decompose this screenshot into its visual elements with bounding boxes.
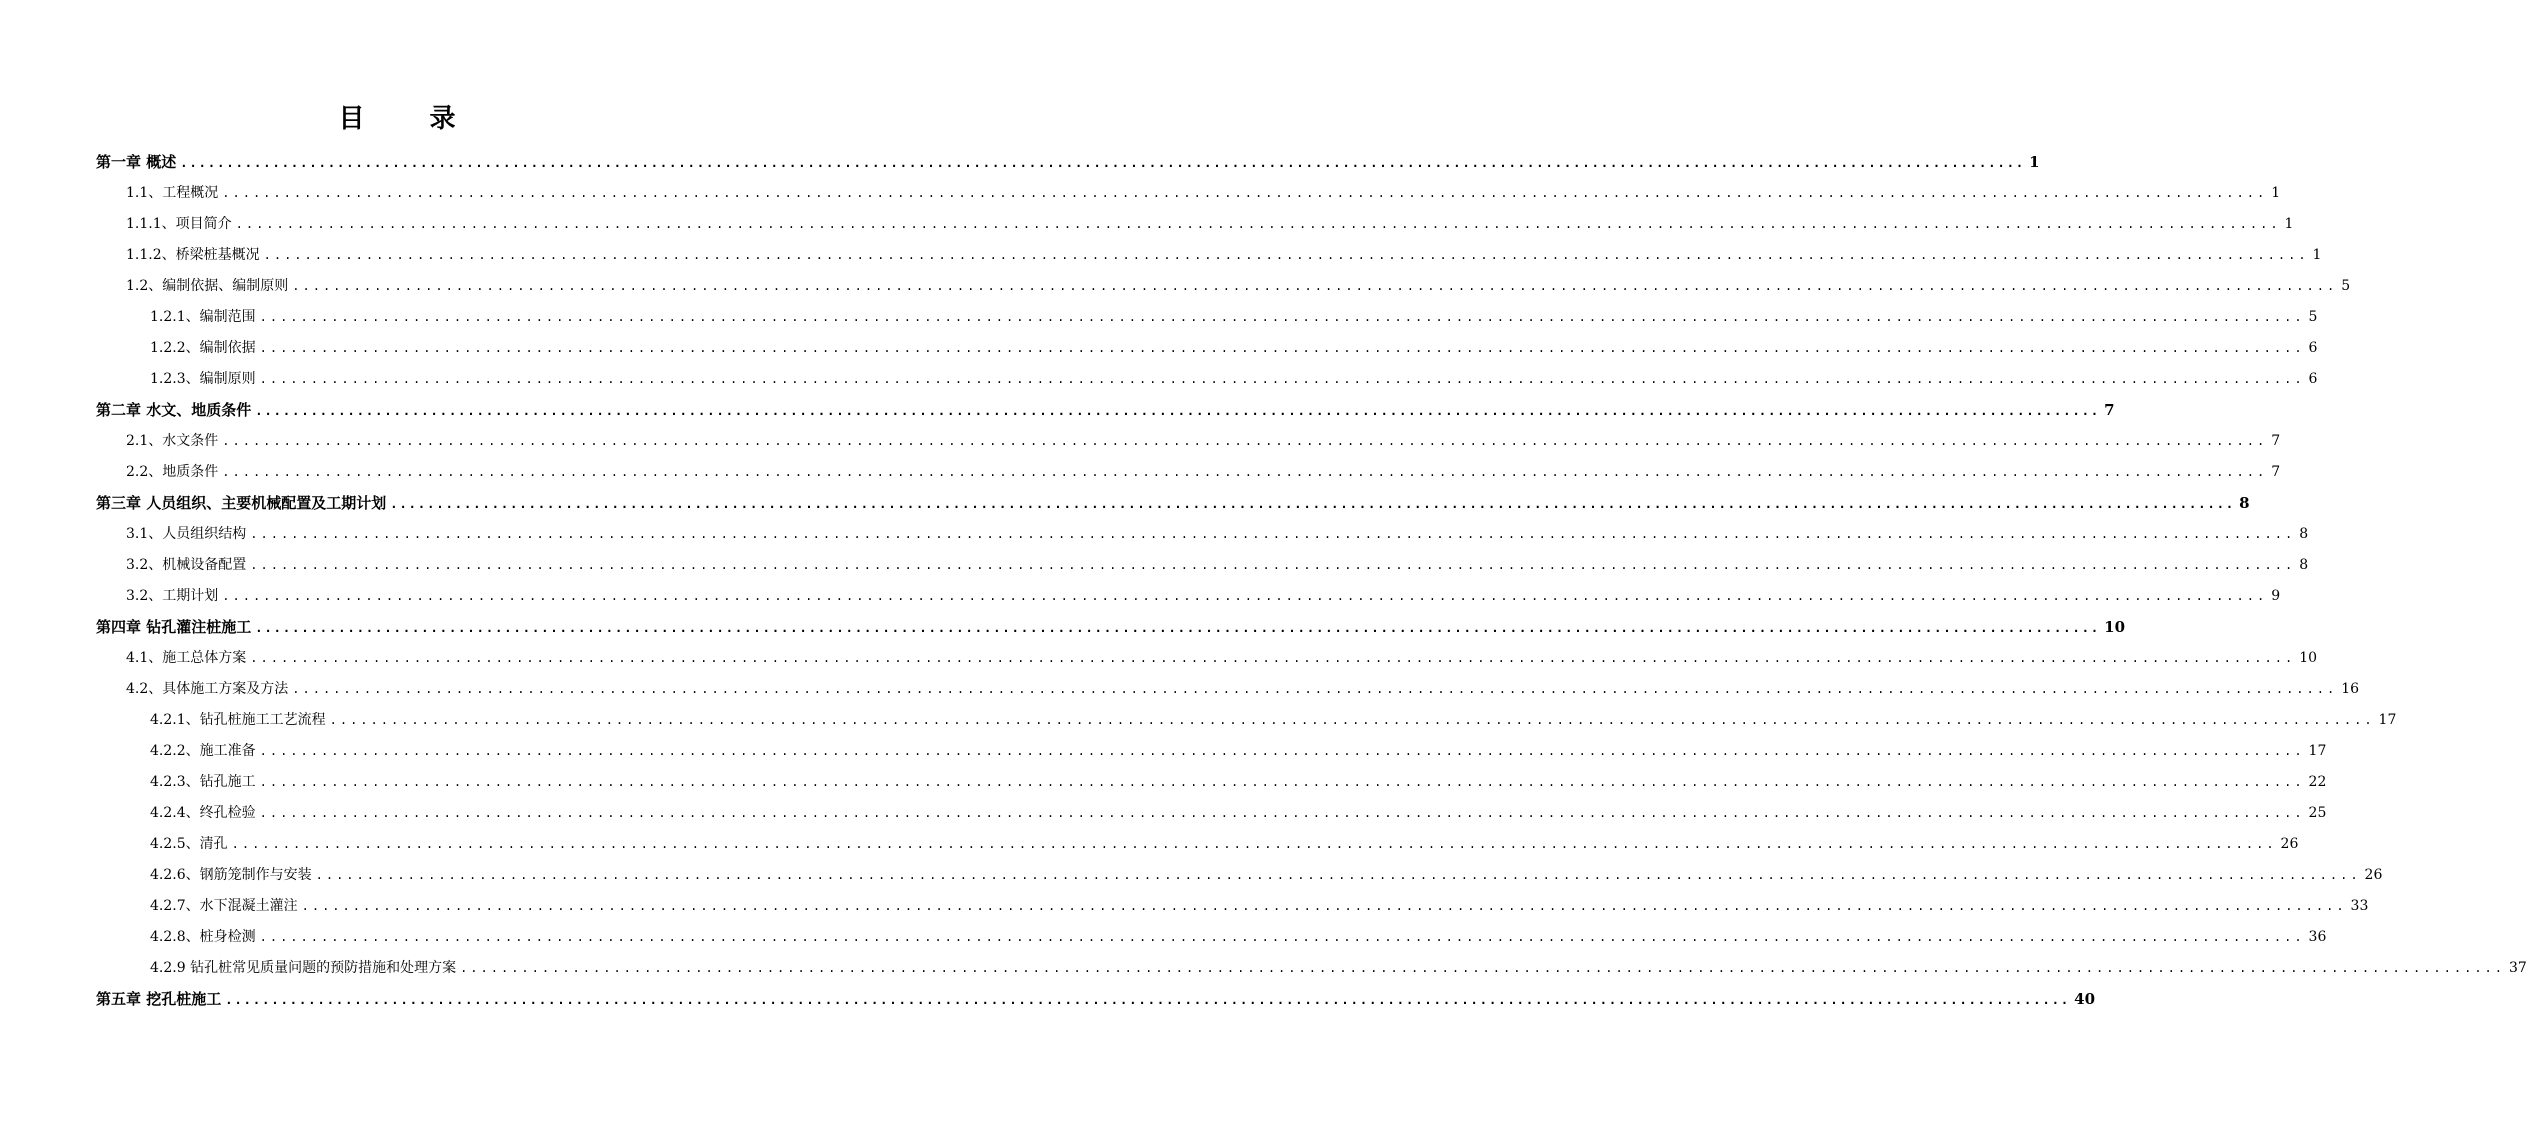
toc-chapter-entry[interactable]	[96, 491, 2250, 515]
toc-entry-text: 1.1.1、项目简介	[126, 216, 232, 232]
toc-dot-leader: ........................................................................................................................................................................................................	[222, 186, 2268, 200]
toc-page-number: 7	[2271, 464, 2281, 480]
toc-page-number: 10	[2104, 618, 2126, 636]
toc-dot-leader: ........................................................................................................................................................................................................	[292, 682, 2338, 696]
toc-page-number: 7	[2104, 401, 2115, 419]
toc-section-entry[interactable]	[150, 739, 2327, 763]
toc-dot-leader: ........................................................................................................................................................................................................	[250, 651, 2296, 665]
toc-section-entry[interactable]	[126, 553, 2309, 577]
toc-entry-text: 2.1、水文条件	[126, 433, 219, 449]
toc-page-number: 9	[2271, 588, 2281, 604]
toc-dot-leader: ........................................................................................................................................................................................................	[259, 930, 2305, 944]
toc-section-entry[interactable]	[126, 646, 2318, 670]
toc-entry-text: 1.2.2、编制依据	[150, 340, 256, 356]
toc-entry-text: 4.2.9 钻孔桩常见质量问题的预防措施和处理方案	[150, 960, 457, 976]
toc-dot-leader: ........................................................................................................................................................................................................	[255, 404, 2101, 418]
toc-dot-leader: ........................................................................................................................................................................................................	[222, 434, 2268, 448]
toc-page-number: 10	[2299, 650, 2318, 666]
toc-page-number: 40	[2074, 990, 2096, 1008]
toc-dot-leader: ........................................................................................................................................................................................................	[235, 217, 2281, 231]
toc-title: 目 录	[338, 104, 484, 134]
toc-entry-text: 4.2.5、清孔	[150, 836, 228, 852]
toc-page-number: 22	[2308, 774, 2327, 790]
toc-section-entry[interactable]	[150, 832, 2299, 856]
toc-dot-leader: ........................................................................................................................................................................................................	[180, 156, 2026, 170]
toc-section-entry[interactable]	[150, 770, 2327, 794]
toc-section-entry[interactable]	[126, 460, 2281, 484]
toc-entry-text: 4.2.2、施工准备	[150, 743, 256, 759]
toc-entry-text: 第一章 概述	[96, 153, 177, 171]
toc-entry-text: 4.2.1、钻孔桩施工工艺流程	[150, 712, 326, 728]
toc-dot-leader: ........................................................................................................................................................................................................	[259, 744, 2305, 758]
toc-dot-leader: ........................................................................................................................................................................................................	[259, 775, 2305, 789]
toc-section-entry[interactable]	[126, 429, 2281, 453]
toc-entry-text: 3.2、机械设备配置	[126, 557, 247, 573]
toc-entry-text: 1.2、编制依据、编制原则	[126, 278, 289, 294]
toc-page-number: 8	[2299, 557, 2309, 573]
toc-entry-text: 4.2.7、水下混凝土灌注	[150, 898, 298, 914]
toc-entry-text: 第四章 钻孔灌注桩施工	[96, 618, 252, 636]
toc-dot-leader: ........................................................................................................................................................................................................	[255, 621, 2101, 635]
toc-entry-text: 4.2.3、钻孔施工	[150, 774, 256, 790]
toc-section-entry[interactable]	[150, 956, 2527, 980]
toc-page-number: 1	[2029, 153, 2040, 171]
toc-entry-text: 4.1、施工总体方案	[126, 650, 247, 666]
toc-section-entry[interactable]	[126, 274, 2351, 298]
toc-dot-leader: ........................................................................................................................................................................................................	[259, 310, 2305, 324]
toc-section-entry[interactable]	[126, 584, 2281, 608]
toc-page-number: 8	[2299, 526, 2309, 542]
toc-dot-leader: ........................................................................................................................................................................................................	[315, 868, 2361, 882]
toc-page-number: 5	[2308, 309, 2318, 325]
toc-page-number: 25	[2308, 805, 2327, 821]
toc-dot-leader: ........................................................................................................................................................................................................	[329, 713, 2375, 727]
toc-entry-text: 第二章 水文、地质条件	[96, 401, 252, 419]
toc-section-entry[interactable]	[150, 305, 2318, 329]
toc-page-number: 1	[2312, 247, 2322, 263]
toc-entry-text: 第五章 挖孔桩施工	[96, 990, 222, 1008]
toc-dot-leader: ........................................................................................................................................................................................................	[259, 372, 2305, 386]
toc-dot-leader: ........................................................................................................................................................................................................	[259, 341, 2305, 355]
toc-page-number: 17	[2308, 743, 2327, 759]
toc-chapter-entry[interactable]	[96, 398, 2115, 422]
toc-entry-text: 4.2.6、钢筋笼制作与安装	[150, 867, 312, 883]
toc-page-number: 6	[2308, 371, 2318, 387]
toc-page-number: 33	[2350, 898, 2369, 914]
toc-page-number: 26	[2280, 836, 2299, 852]
toc-entry-text: 3.1、人员组织结构	[126, 526, 247, 542]
toc-dot-leader: ........................................................................................................................................................................................................	[259, 806, 2305, 820]
toc-entry-text: 4.2.4、终孔检验	[150, 805, 256, 821]
toc-section-entry[interactable]	[126, 677, 2360, 701]
toc-entry-text: 1.2.3、编制原则	[150, 371, 256, 387]
toc-page-number: 1	[2284, 216, 2294, 232]
toc-entry-text: 4.2、具体施工方案及方法	[126, 681, 289, 697]
toc-section-entry[interactable]	[126, 181, 2281, 205]
toc-section-entry[interactable]	[126, 522, 2309, 546]
toc-entry-text: 2.2、地质条件	[126, 464, 219, 480]
toc-dot-leader: ........................................................................................................................................................................................................	[225, 993, 2071, 1007]
toc-dot-leader: ........................................................................................................................................................................................................	[231, 837, 2277, 851]
toc-section-entry[interactable]	[150, 336, 2318, 360]
toc-section-entry[interactable]	[150, 367, 2318, 391]
toc-entry-text: 3.2、工期计划	[126, 588, 219, 604]
toc-chapter-entry[interactable]	[96, 150, 2040, 174]
toc-section-entry[interactable]	[150, 708, 2397, 732]
toc-section-entry[interactable]	[150, 863, 2383, 887]
toc-page-number: 7	[2271, 433, 2281, 449]
toc-dot-leader: ........................................................................................................................................................................................................	[292, 279, 2338, 293]
toc-section-entry[interactable]	[126, 243, 2322, 267]
toc-page-number: 37	[2509, 960, 2527, 976]
toc-chapter-entry[interactable]	[96, 615, 2126, 639]
toc-section-entry[interactable]	[150, 801, 2327, 825]
toc-page-number: 5	[2341, 278, 2351, 294]
toc-chapter-entry[interactable]	[96, 987, 2096, 1011]
toc-entry-text: 4.2.8、桩身检测	[150, 929, 256, 945]
toc-section-entry[interactable]	[126, 212, 2294, 236]
toc-entry-text: 1.1.2、桥梁桩基概况	[126, 247, 260, 263]
toc-dot-leader: ........................................................................................................................................................................................................	[263, 248, 2309, 262]
toc-page-number: 1	[2271, 185, 2281, 201]
toc-section-entry[interactable]	[150, 894, 2369, 918]
toc-entry-text: 1.2.1、编制范围	[150, 309, 256, 325]
toc-dot-leader: ........................................................................................................................................................................................................	[390, 497, 2236, 511]
toc-page-number: 8	[2239, 494, 2250, 512]
toc-entry-text: 1.1、工程概况	[126, 185, 219, 201]
toc-dot-leader: ........................................................................................................................................................................................................	[250, 558, 2296, 572]
toc-page-number: 17	[2378, 712, 2397, 728]
toc-dot-leader: ........................................................................................................................................................................................................	[301, 899, 2347, 913]
toc-page-number: 6	[2308, 340, 2318, 356]
toc-section-entry[interactable]	[150, 925, 2327, 949]
toc-page-number: 16	[2341, 681, 2360, 697]
toc-dot-leader: ........................................................................................................................................................................................................	[222, 465, 2268, 479]
toc-dot-leader: ........................................................................................................................................................................................................	[460, 961, 2505, 975]
toc-dot-leader: ........................................................................................................................................................................................................	[222, 589, 2268, 603]
toc-page-number: 26	[2364, 867, 2383, 883]
toc-entry-text: 第三章 人员组织、主要机械配置及工期计划	[96, 494, 387, 512]
toc-page-number: 36	[2308, 929, 2327, 945]
toc-dot-leader: ........................................................................................................................................................................................................	[250, 527, 2296, 541]
